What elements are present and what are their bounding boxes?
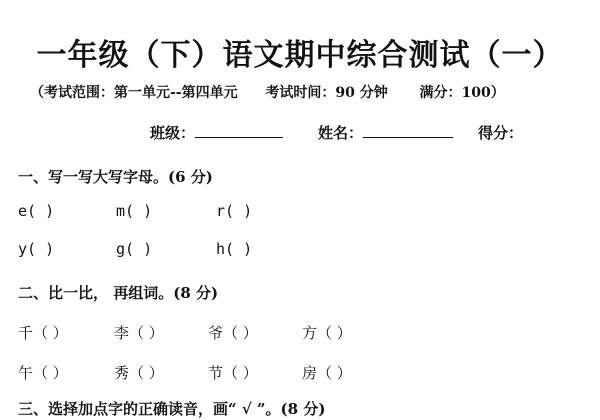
- letter-item[interactable]: g( ): [116, 240, 153, 258]
- word-item[interactable]: 爷（ ）: [208, 324, 258, 342]
- section-2-heading: 二、比一比， 再组词。(8 分): [18, 284, 219, 302]
- exam-full-score: 满分：100）: [419, 85, 505, 101]
- section-1-heading: 一、写一写大写字母。(6 分): [18, 168, 213, 186]
- exam-scope: （考试范围：第一单元--第四单元: [30, 85, 238, 101]
- word-item[interactable]: 李（ ）: [114, 324, 164, 342]
- letter-item[interactable]: m( ): [116, 202, 153, 220]
- name-blank[interactable]: [363, 123, 453, 138]
- letter-item[interactable]: h( ): [216, 240, 253, 258]
- word-item[interactable]: 午（ ）: [18, 364, 68, 382]
- letter-item[interactable]: e( ): [18, 202, 55, 220]
- score-label: 得分：: [478, 124, 524, 142]
- letter-item[interactable]: r( ): [216, 202, 253, 220]
- letter-item[interactable]: y( ): [18, 240, 55, 258]
- exam-title: 一年级（下）语文期中综合测试（一）: [36, 38, 564, 73]
- word-item[interactable]: 方（ ）: [302, 324, 352, 342]
- name-label: 姓名：: [318, 124, 364, 142]
- word-item[interactable]: 千（ ）: [18, 324, 68, 342]
- word-item[interactable]: 房（ ）: [302, 364, 352, 382]
- exam-time: 考试时间：90 分钟: [265, 85, 388, 101]
- class-field: [150, 122, 283, 143]
- word-item[interactable]: 秀（ ）: [114, 364, 164, 382]
- word-item[interactable]: 节（ ）: [208, 364, 258, 382]
- exam-subtitle: [30, 82, 600, 102]
- section-3-heading: 三、选择加点字的正确读音，画“ √ ”。(8 分): [18, 400, 326, 418]
- class-blank[interactable]: [195, 123, 283, 138]
- name-field: [318, 122, 453, 143]
- class-label: 班级：: [150, 124, 196, 142]
- score-field: [478, 122, 523, 143]
